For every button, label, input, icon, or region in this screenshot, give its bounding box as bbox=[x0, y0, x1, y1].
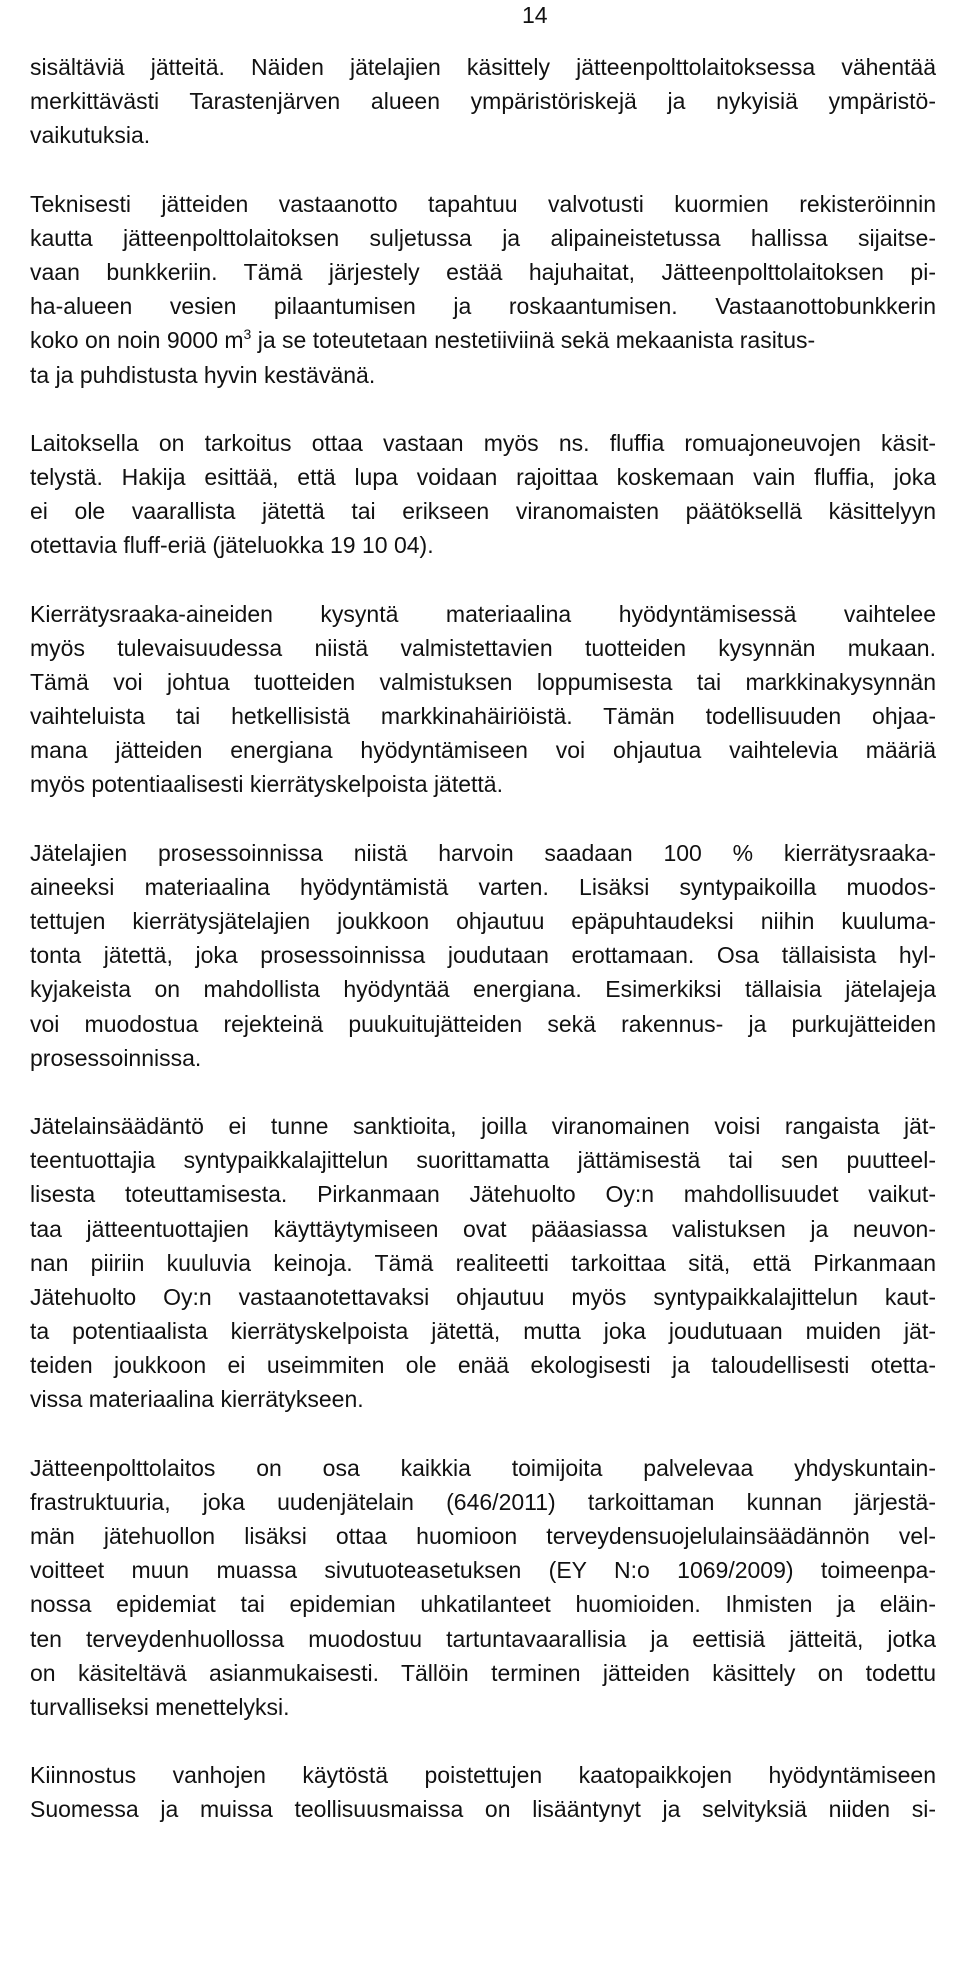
body-text bbox=[30, 50, 936, 1861]
text-line: kautta jätteenpolttolaitoksen suljetussa ja alipaineistetussa hallissa sijaitse- bbox=[30, 224, 936, 251]
text-line: Kiinnostus vanhojen käytöstä poistettujen kaatopaikkojen hyödyntämiseen bbox=[30, 1762, 936, 1789]
text-line: Jätelajien prosessoinnissa niistä harvoin saadaan 100 % kierrätysraaka- bbox=[30, 839, 936, 866]
text-line: merkittävästi Tarastenjärven alueen ympäristöriskejä ja nykyisiä ympäristö- bbox=[30, 88, 936, 115]
text-line: vissa materiaalina kierrätykseen. bbox=[30, 1386, 364, 1413]
paragraph-1 bbox=[30, 50, 936, 153]
text-line: aineeksi materiaalina hyödyntämistä varten. Lisäksi syntypaikoilla muodos- bbox=[30, 873, 936, 900]
text-line: ten terveydenhuollossa muodostuu tartuntavaarallisia ja eettisiä jätteitä, jotka bbox=[30, 1625, 936, 1652]
text-line: taa jätteentuottajien käyttäytymiseen ovat pääasiassa valistuksen ja neuvon- bbox=[30, 1215, 936, 1242]
superscript-3: 3 bbox=[243, 326, 252, 343]
paragraph-4 bbox=[30, 597, 936, 802]
text-line: vaan bunkkeriin. Tämä järjestely estää hajuhaitat, Jätteenpolttolaitoksen pi- bbox=[30, 258, 936, 285]
text-line: Jätehuolto Oy:n vastaanotettavaksi ohjautuu myös syntypaikkalajittelun kaut- bbox=[30, 1283, 936, 1310]
text-line: sisältäviä jätteitä. Näiden jätelajien käsittely jätteenpolttolaitoksessa vähentää bbox=[30, 54, 936, 80]
text-fragment: ja se toteutetaan nestetiiviinä sekä mekaanista rasitus- bbox=[251, 327, 816, 354]
text-line: Jätteenpolttolaitos on osa kaikkia toimijoita palvelevaa yhdyskuntain- bbox=[30, 1454, 936, 1481]
text-line: frastruktuuria, joka uudenjätelain (646/2011) tarkoittaman kunnan järjestä- bbox=[30, 1488, 936, 1515]
text-line: mana jätteiden energiana hyödyntämiseen voi ohjautua vaihtelevia määriä bbox=[30, 737, 936, 764]
paragraph-6 bbox=[30, 1109, 936, 1417]
text-fragment: koko on noin 9000 m bbox=[30, 327, 244, 354]
text-line: teentuottajia syntypaikkalajittelun suorittamatta jättämisestä tai sen puutteel- bbox=[30, 1147, 936, 1174]
text-line: vaikutuksia. bbox=[30, 122, 151, 149]
paragraph-7 bbox=[30, 1451, 936, 1725]
text-line: Jätelainsäädäntö ei tunne sanktioita, joilla viranomainen voisi rangaista jät- bbox=[30, 1112, 936, 1139]
text-line: män jätehuollon lisäksi ottaa huomioon terveydensuojelulainsäädännön vel- bbox=[30, 1523, 936, 1550]
text-line: on käsiteltävä asianmukaisesti. Tällöin terminen jätteiden käsittely on todettu bbox=[30, 1659, 936, 1686]
paragraph-2 bbox=[30, 187, 936, 392]
text-line: Tämä voi johtua tuotteiden valmistuksen loppumisesta tai markkinakysynnän bbox=[30, 668, 936, 695]
text-line: kyjakeista on mahdollista hyödyntää energiana. Esimerkiksi tällaisia jätelajeja bbox=[30, 976, 936, 1003]
text-line: telystä. Hakija esittää, että lupa voidaan rajoittaa koskemaan vain fluffia, joka bbox=[30, 463, 936, 490]
text-line: teiden joukkoon ei useimmiten ole enää ekologisesti ja taloudellisesti otetta- bbox=[30, 1352, 936, 1379]
text-line: nossa epidemiat tai epidemian uhkatilanteet huomioiden. Ihmisten ja eläin- bbox=[30, 1591, 936, 1618]
text-line-with-superscript bbox=[30, 323, 936, 357]
text-line: Teknisesti jätteiden vastaanotto tapahtuu valvotusti kuormien rekisteröinnin bbox=[30, 190, 936, 217]
text-line: ta ja puhdistusta hyvin kestävänä. bbox=[30, 361, 376, 388]
text-line: Laitoksella on tarkoitus ottaa vastaan myös ns. fluffia romuajoneuvojen käsit- bbox=[30, 429, 936, 456]
text-line: tonta jätettä, joka prosessoinnissa joudutaan erottamaan. Osa tällaisista hyl- bbox=[30, 942, 936, 969]
text-line: lisesta toteuttamisesta. Pirkanmaan Jätehuolto Oy:n mahdollisuudet vaikut- bbox=[30, 1181, 936, 1208]
paragraph-3 bbox=[30, 426, 936, 563]
text-line: ha-alueen vesien pilaantumisen ja roskaantumisen. Vastaanottobunkkerin bbox=[30, 293, 936, 320]
paragraph-5 bbox=[30, 836, 936, 1075]
paragraph-8 bbox=[30, 1758, 936, 1826]
text-line: Kierrätysraaka-aineiden kysyntä materiaalina hyödyntämisessä vaihtelee bbox=[30, 600, 936, 627]
page-number: 14 bbox=[522, 2, 548, 28]
text-line: ei ole vaarallista jätettä tai erikseen viranomaisten päätöksellä käsittelyyn bbox=[30, 498, 936, 525]
text-line: otettavia fluff-eriä (jäteluokka 19 10 04). bbox=[30, 532, 434, 559]
text-line: turvalliseksi menettelyksi. bbox=[30, 1693, 290, 1720]
text-line: prosessoinnissa. bbox=[30, 1044, 202, 1071]
text-line: ta potentiaalista kierrätyskelpoista jätettä, mutta joka joudutuaan muiden jät- bbox=[30, 1318, 936, 1345]
text-line: myös tulevaisuudessa niistä valmistettavien tuotteiden kysynnän mukaan. bbox=[30, 634, 936, 661]
text-line: nan piiriin kuuluvia keinoja. Tämä realiteetti tarkoittaa sitä, että Pirkanmaan bbox=[30, 1249, 936, 1276]
text-line: tettujen kierrätysjätelajien joukkoon ohjautuu epäpuhtaudeksi niihin kuuluma- bbox=[30, 908, 936, 935]
text-line: myös potentiaalisesti kierrätyskelpoista jätettä. bbox=[30, 771, 503, 798]
text-line: Suomessa ja muissa teollisuusmaissa on lisääntynyt ja selvityksiä niiden si- bbox=[30, 1796, 936, 1823]
text-line: voi muodostua rejekteinä puukuitujätteiden sekä rakennus- ja purkujätteiden bbox=[30, 1010, 936, 1037]
text-line: vaihteluista tai hetkellisistä markkinahäiriöistä. Tämän todellisuuden ohjaa- bbox=[30, 703, 936, 730]
text-line: voitteet muun muassa sivutuoteasetuksen (EY N:o 1069/2009) toimeenpa- bbox=[30, 1557, 936, 1584]
